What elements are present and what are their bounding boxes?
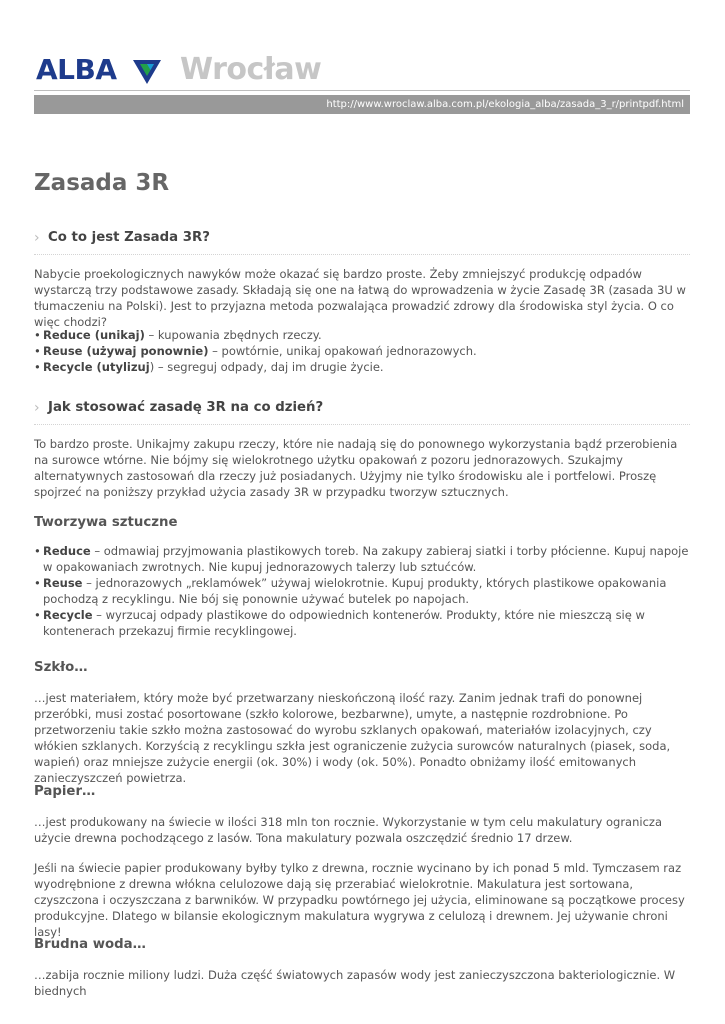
list-item-term: Reuse: [43, 576, 83, 590]
list-item: [34, 327, 690, 343]
list-item-text: ) – segreguj odpady, daj im drugie życie.: [149, 360, 384, 374]
list-item-text: – odmawiaj przyjmowania plastikowych toreb. Na zakupy zabieraj siatki i torby płócienne. Kupuj napoje w opakowaniach zwrotnych. Nie kupuj jednorazowych talerzy lub sztućców.: [43, 544, 689, 574]
list-item-term: Recycle: [43, 608, 93, 622]
city-name: Wrocław: [180, 52, 322, 87]
section-heading-text: Co to jest Zasada 3R?: [48, 230, 210, 245]
chevron-right-icon: ›: [34, 230, 40, 246]
chevron-right-icon: ›: [34, 400, 40, 416]
list-item: [34, 543, 690, 575]
water-heading: Brudna woda…: [34, 937, 146, 952]
howto-paragraph: To bardzo proste. Unikajmy zakupu rzeczy, które nie nadają się do ponownego wykorzystania bądź przerobienia na surowce wtórne. Nie bójmy się wielokrotnego użytku opakowań z pozoru jednorazowych. Szukajmy alternatywnych zastosowań dla rzeczy już posiadanych. Użyjmy nie tylko środowisku ale i portfelowi. Proszę spojrzeć na poniższy przykład użycia zasady 3R w przypadku tworzyw sztucznych.: [34, 437, 678, 499]
alba-logo-icon: [131, 54, 163, 86]
alba-logo-text: ALBA: [36, 53, 117, 86]
section-heading: [34, 399, 690, 419]
paper-heading: Papier…: [34, 784, 96, 799]
list-item-text: – wyrzucaj odpady plastikowe do odpowiednich kontenerów. Produkty, które nie mieszczą się w kontenerach przekazuj firmie recyklingowej.: [43, 608, 645, 638]
list-item-term: Reduce (unikaj): [43, 328, 145, 342]
intro-paragraph: Nabycie proekologicznych nawyków może okazać się bardzo proste. Żeby zmniejszyć produkcję odpadów wystarczą trzy podstawowe zasady. Składają się one na łatwą do wprowadzenia w życie Zasadę 3R (zasada 3U w tłumaczeniu na Polski). Jest to przyjazna metoda pozwalająca prowadzić zdrowy dla środowiska styl życia. O co więc chodzi?: [34, 267, 686, 329]
water-paragraph: …zabija rocznie miliony ludzi. Duża część światowych zapasów wody jest zanieczyszczona bakteriologicznie. W biednych: [34, 968, 676, 998]
divider: [34, 254, 690, 255]
list-item-text: – jednorazowych „reklamówek” używaj wielokrotnie. Kupuj produkty, których plastikowe opakowania pochodzą z recyklingu. Nie bój się ponownie używać butelek po napojach.: [43, 576, 667, 606]
divider: [34, 424, 690, 425]
site-header: [34, 50, 690, 90]
list-item-term: Reuse (używaj ponownie): [43, 344, 209, 358]
list-item-text: – powtórnie, unikaj opakowań jednorazowych.: [208, 344, 477, 358]
section-what-is: [34, 229, 690, 249]
url-bar: [34, 95, 690, 114]
plastics-heading: Tworzywa sztuczne: [34, 515, 178, 530]
paper-paragraph-1: …jest produkowany na świecie w ilości 318 mln ton rocznie. Wykorzystanie w tym celu makulatury ogranicza użycie drewna pochodzącego z lasów. Tona makulatury pozwala oszczędzić średnio 17 drzew.: [34, 815, 662, 845]
page-url[interactable]: http://www.wroclaw.alba.com.pl/ekologia_alba/zasada_3_r/printpdf.html: [326, 99, 684, 110]
list-item-term: Recycle (utylizuj: [43, 360, 150, 374]
principles-list: [34, 327, 690, 375]
list-item: [34, 359, 690, 375]
section-how-to: [34, 399, 690, 419]
section-heading-text: Jak stosować zasadę 3R na co dzień?: [48, 400, 324, 415]
list-item: [34, 343, 690, 359]
page-title: Zasada 3R: [34, 170, 170, 196]
header-divider: [34, 90, 690, 91]
paper-paragraph-2: Jeśli na świecie papier produkowany byłby tylko z drewna, rocznie wycinano by ich ponad 5 mld. Tymczasem raz wyodrębnione z drewna włókna celulozowe dają się przerabiać wielokrotnie. Makulatura jest sortowana, czyszczona i oczyszczana z barwników. W przypadku powtórnego jej użycia, eliminowane są początkowe procesy produkcyjne. Dlatego w bilansie ekologicznym makulatura wygrywa z celulozą i drewnem. Jej używanie chroni lasy!: [34, 861, 685, 939]
plastics-list: [34, 543, 690, 639]
glass-heading: Szkło…: [34, 660, 88, 675]
list-item: [34, 575, 690, 607]
list-item-term: Reduce: [43, 544, 91, 558]
glass-paragraph: …jest materiałem, który może być przetwarzany nieskończoną ilość razy. Zanim jednak trafi do ponownej przeróbki, musi zostać posortowane (szkło kolorowe, bezbarwne), umyte, a następnie rozdrobnione. Po przetworzeniu takie szkło można zastosować do wyrobu szklanych opakowań, materiałów izolacyjnych, czy włókien szklanych. Korzyścią z recyklingu szkła jest ograniczenie zużycia surowców naturalnych (piasek, soda, wapień) oraz mniejsze zużycie energii (ok. 30%) i wody (ok. 50%). Ponadto obniżamy ilość emitowanych zanieczyszczeń powietrza.: [34, 691, 671, 785]
list-item-text: – kupowania zbędnych rzeczy.: [144, 328, 322, 342]
list-item: [34, 607, 690, 639]
section-heading: [34, 229, 690, 249]
